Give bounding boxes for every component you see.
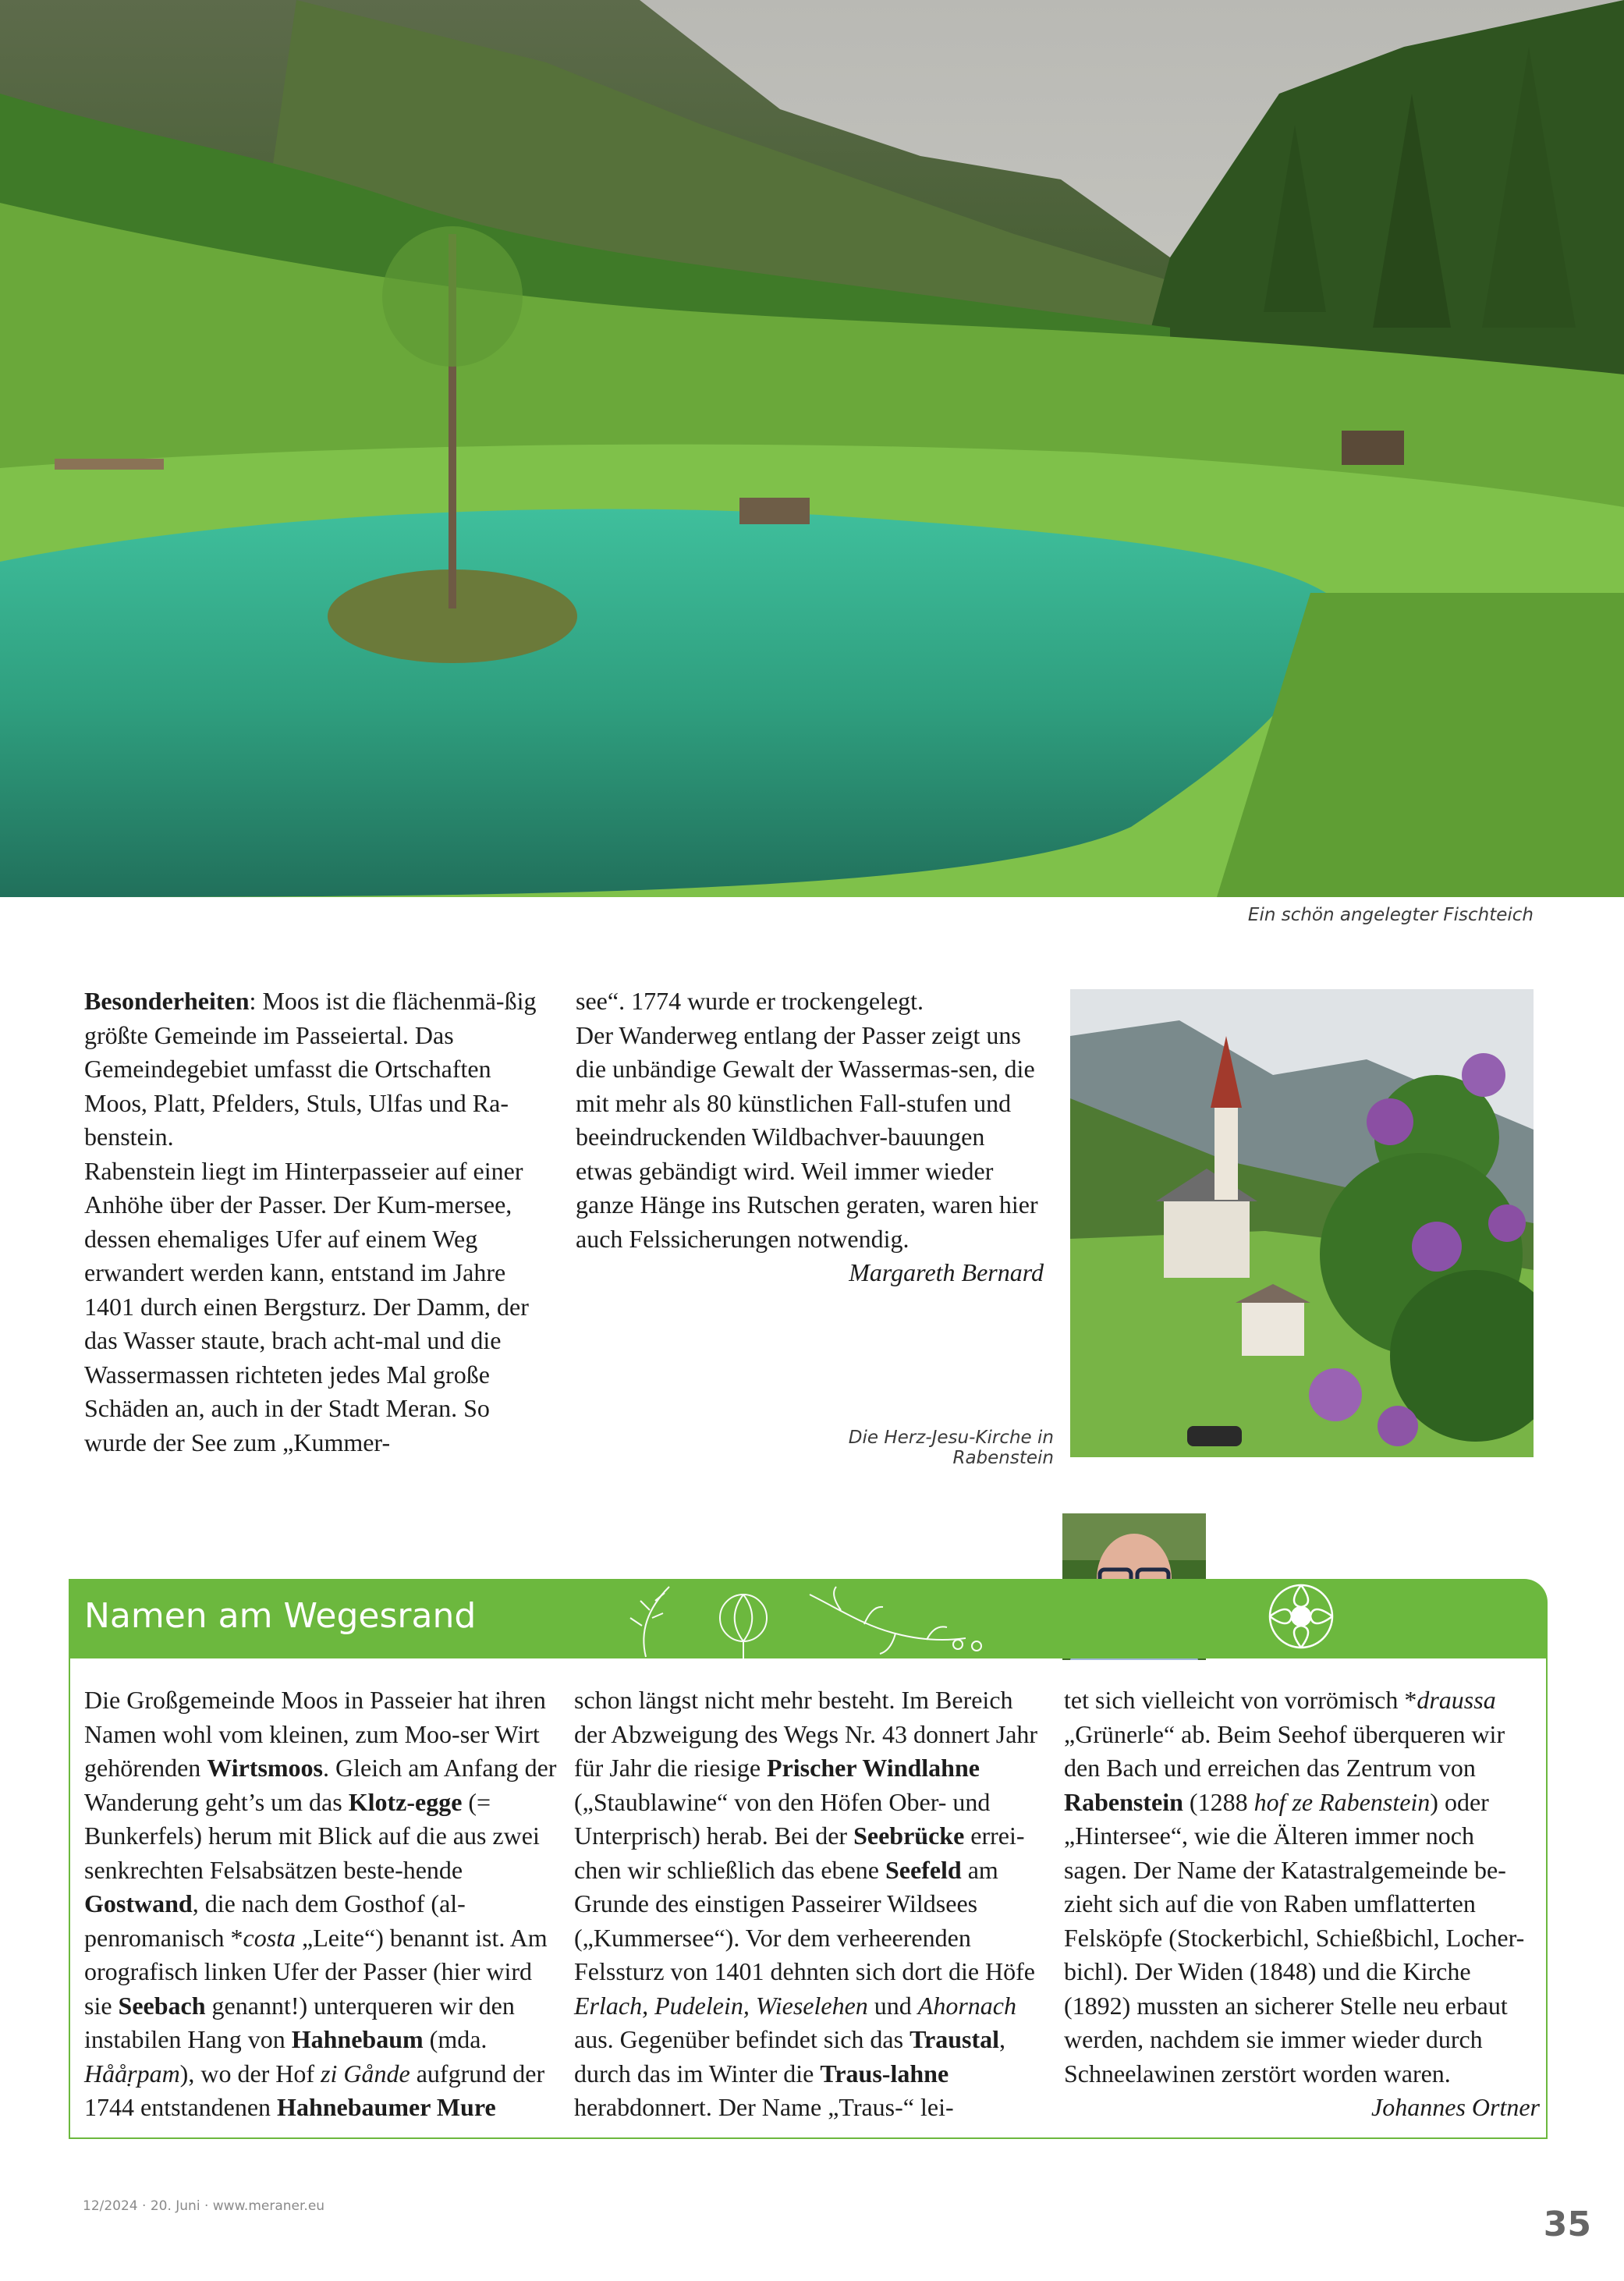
article-column-2 (576, 984, 1044, 1290)
paragraph-continued: see“. 1774 wurde er trockengelegt. (576, 987, 924, 1015)
box-paragraph-1: Die Großgemeinde Moos in Passeier hat ihren Namen wohl vom kleinen, zum Moo-ser Wirt gehörenden Wirtsmoos. Gleich am Anfang der Wanderung geht’s um das Klotz-egge (= Bunkerfels) herum mit Blick auf die aus zwei senkrechten Felsabsätzen beste-hende Gostwand, die nach dem Gosthof (al-penromanisch *costa „Leite“) benannt ist. Am orografisch linken Ufer der Passer (hier wird sie Seebach genannt!) unterqueren wir den instabilen Hang von Hahnebaum (mda. Hååṛpam), wo der Hof zi Gånde aufgrund der 1744 entstandenen Hahnebaumer Mure (84, 1686, 557, 2121)
box-author: Johannes Ortner (1371, 2093, 1540, 2121)
article-column-1 (84, 984, 537, 1460)
lead-bold: Besonderheiten (84, 987, 250, 1015)
box-column-1 (84, 1683, 560, 2125)
article-author: Margareth Bernard (849, 1258, 1044, 1286)
paragraph-besonderheiten (84, 984, 537, 1155)
box-paragraph-2: schon längst nicht mehr besteht. Im Bereich der Abzweigung des Wegs Nr. 43 donnert Jahr für Jahr die riesige Prischer Windlahne („Staublawine“ von den Höfen Ober- und Unterprisch) herab. Bei der Seebrücke errei-chen wir schließlich das ebene Seefeld am Grunde des einstigen Passeirer Wildsees („Kummersee“). Vor dem verheerenden Felssturz von 1401 dehnten sich dort die Höfe Erlach, Pudelein, Wieselehen und Ahornach aus. Gegenüber befindet sich das Traustal, durch das im Winter die Traus-lahne herabdonnert. Der Name „Traus-“ lei- (574, 1686, 1038, 2121)
church-photo-herz-jesu (1070, 989, 1534, 1457)
page-number: 35 (1543, 2205, 1591, 2244)
floral-decoration-icon (607, 1579, 1090, 1658)
hero-photo-fish-pond (0, 0, 1624, 897)
lead-text: : Moos ist die flächenmä-ßig größte Gemeinde im Passeiertal. Das Gemeindegebiet umfasst die Ortschaften Moos, Platt, Pfelders, Stuls, Ulfas und Ra-benstein. (84, 987, 537, 1151)
box-column-2 (574, 1683, 1050, 2125)
box-paragraph-3: tet sich vielleicht von vorrömisch *draussa „Grünerle“ ab. Beim Seehof überqueren wir den Bach und erreichen das Zentrum von Rabenstein (1288 hof ze Rabenstein) oder „Hintersee“, wie die Älteren immer noch sagen. Der Name der Katastralgemeinde be-zieht sich auf die von Raben umflatterten Felsköpfe (Stockerbichl, Schießbichl, Locher-bichl). Der Widen (1848) und die Kirche (1892) mussten an sicherer Stelle neu erbaut werden, nachdem sie immer wieder durch Schneelawinen zerstört worden waren. (1064, 1686, 1525, 2088)
box-header (69, 1579, 1548, 1658)
hero-caption: Ein schön angelegter Fischteich (1247, 905, 1534, 925)
paragraph-wanderweg: Der Wanderweg entlang der Passer zeigt uns die unbändige Gewalt der Wassermas-sen, die mit mehr als 80 künstlichen Fall-stufen und beeindruckenden Wildbachver-bauungen etwas gebändigt wird. Weil immer wieder ganze Hänge ins Rutschen geraten, waren hier auch Felssicherungen notwendig. (576, 1020, 1038, 1253)
paragraph-rabenstein: Rabenstein liegt im Hinterpasseier auf einer Anhöhe über der Passer. Der Kum-mersee, dessen ehemaliges Ufer auf einem Weg erwandert werden kann, entstand im Jahre 1401 durch einen Bergsturz. Der Damm, der das Wasser staute, brach acht-mal und die Wassermassen richteten jedes Mal große Schäden an, auch in der Stadt Meran. So wurde der See zum „Kummer- (84, 1156, 529, 1456)
box-title: Namen am Wegesrand (84, 1596, 477, 1636)
footer-issue-info: 12/2024 · 20. Juni · www.meraner.eu (83, 2198, 325, 2214)
church-caption: Die Herz-Jesu-Kirche in Rabenstein (848, 1428, 1054, 1468)
box-column-3 (1064, 1683, 1540, 2125)
flower-icon (1239, 1579, 1363, 1658)
